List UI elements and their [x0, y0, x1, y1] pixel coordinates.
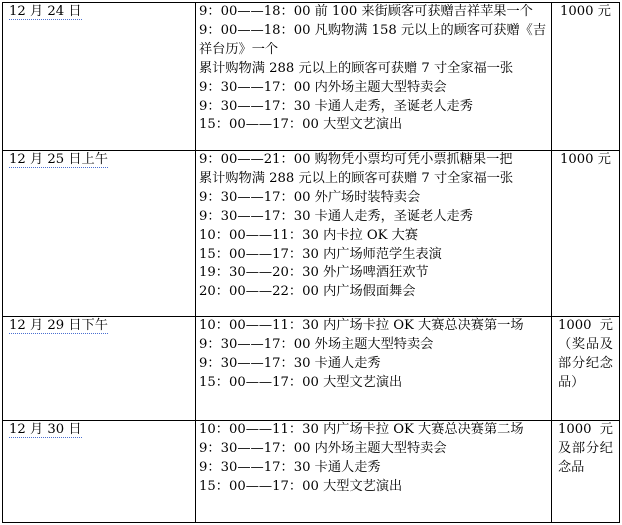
budget-cell: 1000 元（奖品及部分纪念品） — [552, 317, 620, 421]
event-line: 9：00——18：00 前 100 来街顾客可获赠吉祥苹果一个 — [199, 4, 533, 19]
event-line: 10：00——11：30 内卡拉 OK 大赛 — [199, 227, 419, 243]
event-line: 9：30——17：30 卡通人走秀，圣诞老人走秀 — [199, 98, 473, 114]
table-row — [3, 421, 620, 523]
event-line: 20：00——22：00 内广场假面舞会 — [199, 284, 416, 300]
event-line: 累计购物满 288 元以上的顾客可获赠 7 寸全家福一张 — [199, 170, 514, 186]
event-line: 15：00——17：00 大型文艺演出 — [199, 478, 403, 494]
event-line: 9：30——17：30 卡通人走秀 — [199, 355, 381, 371]
events-cell — [196, 151, 552, 317]
event-line: 9：30——17：00 外广场时装特卖会 — [199, 189, 421, 205]
event-line: 累计购物满 288 元以上的顾客可获赠 7 寸全家福一张 — [199, 60, 514, 76]
budget-cell: 1000 元及部分纪念品 — [552, 421, 620, 523]
event-line: 9：30——17：30 卡通人走秀，圣诞老人走秀 — [199, 208, 473, 224]
event-line: 9：30——17：30 卡通人走秀 — [199, 459, 381, 475]
table-row — [3, 317, 620, 421]
table-row — [3, 3, 620, 151]
events-cell — [196, 317, 552, 421]
table-row — [3, 151, 620, 317]
budget-cell: 1000 元 — [552, 3, 620, 151]
event-line: 9：30——17：00 内外场主题大型特卖会 — [199, 440, 447, 456]
event-line: 15：00——17：00 大型文艺演出 — [199, 117, 403, 133]
event-line: 9：30——17：00 外场主题大型特卖会 — [199, 336, 434, 352]
date-cell: 12 月 24 日 — [3, 3, 196, 151]
events-cell — [196, 3, 552, 151]
event-line: 10：00——11：30 内广场卡拉 OK 大赛总决赛第一场 — [199, 318, 524, 333]
events-cell — [196, 421, 552, 523]
event-line: 15：00——17：00 大型文艺演出 — [199, 374, 403, 390]
budget-cell: 1000 元 — [552, 151, 620, 317]
date-cell: 12 月 29 日下午 — [3, 317, 196, 421]
event-line: 9：30——17：00 内外场主题大型特卖会 — [199, 79, 447, 95]
date-cell: 12 月 25 日上午 — [3, 151, 196, 317]
event-line: 19：30——20：30 外广场啤酒狂欢节 — [199, 265, 429, 281]
event-line: 9：00——21：00 购物凭小票均可凭小票抓糖果一把 — [199, 152, 513, 167]
event-schedule-table — [2, 2, 620, 523]
event-line: 10：00——11：30 内广场卡拉 OK 大赛总决赛第二场 — [199, 422, 524, 437]
date-cell: 12 月 30 日 — [3, 421, 196, 523]
event-line: 15：00——17：30 内广场师范学生表演 — [199, 246, 442, 262]
event-line: 9：00——18：00 凡购物满 158 元以上的顾客可获赠《吉祥台历》一个 — [199, 22, 547, 57]
